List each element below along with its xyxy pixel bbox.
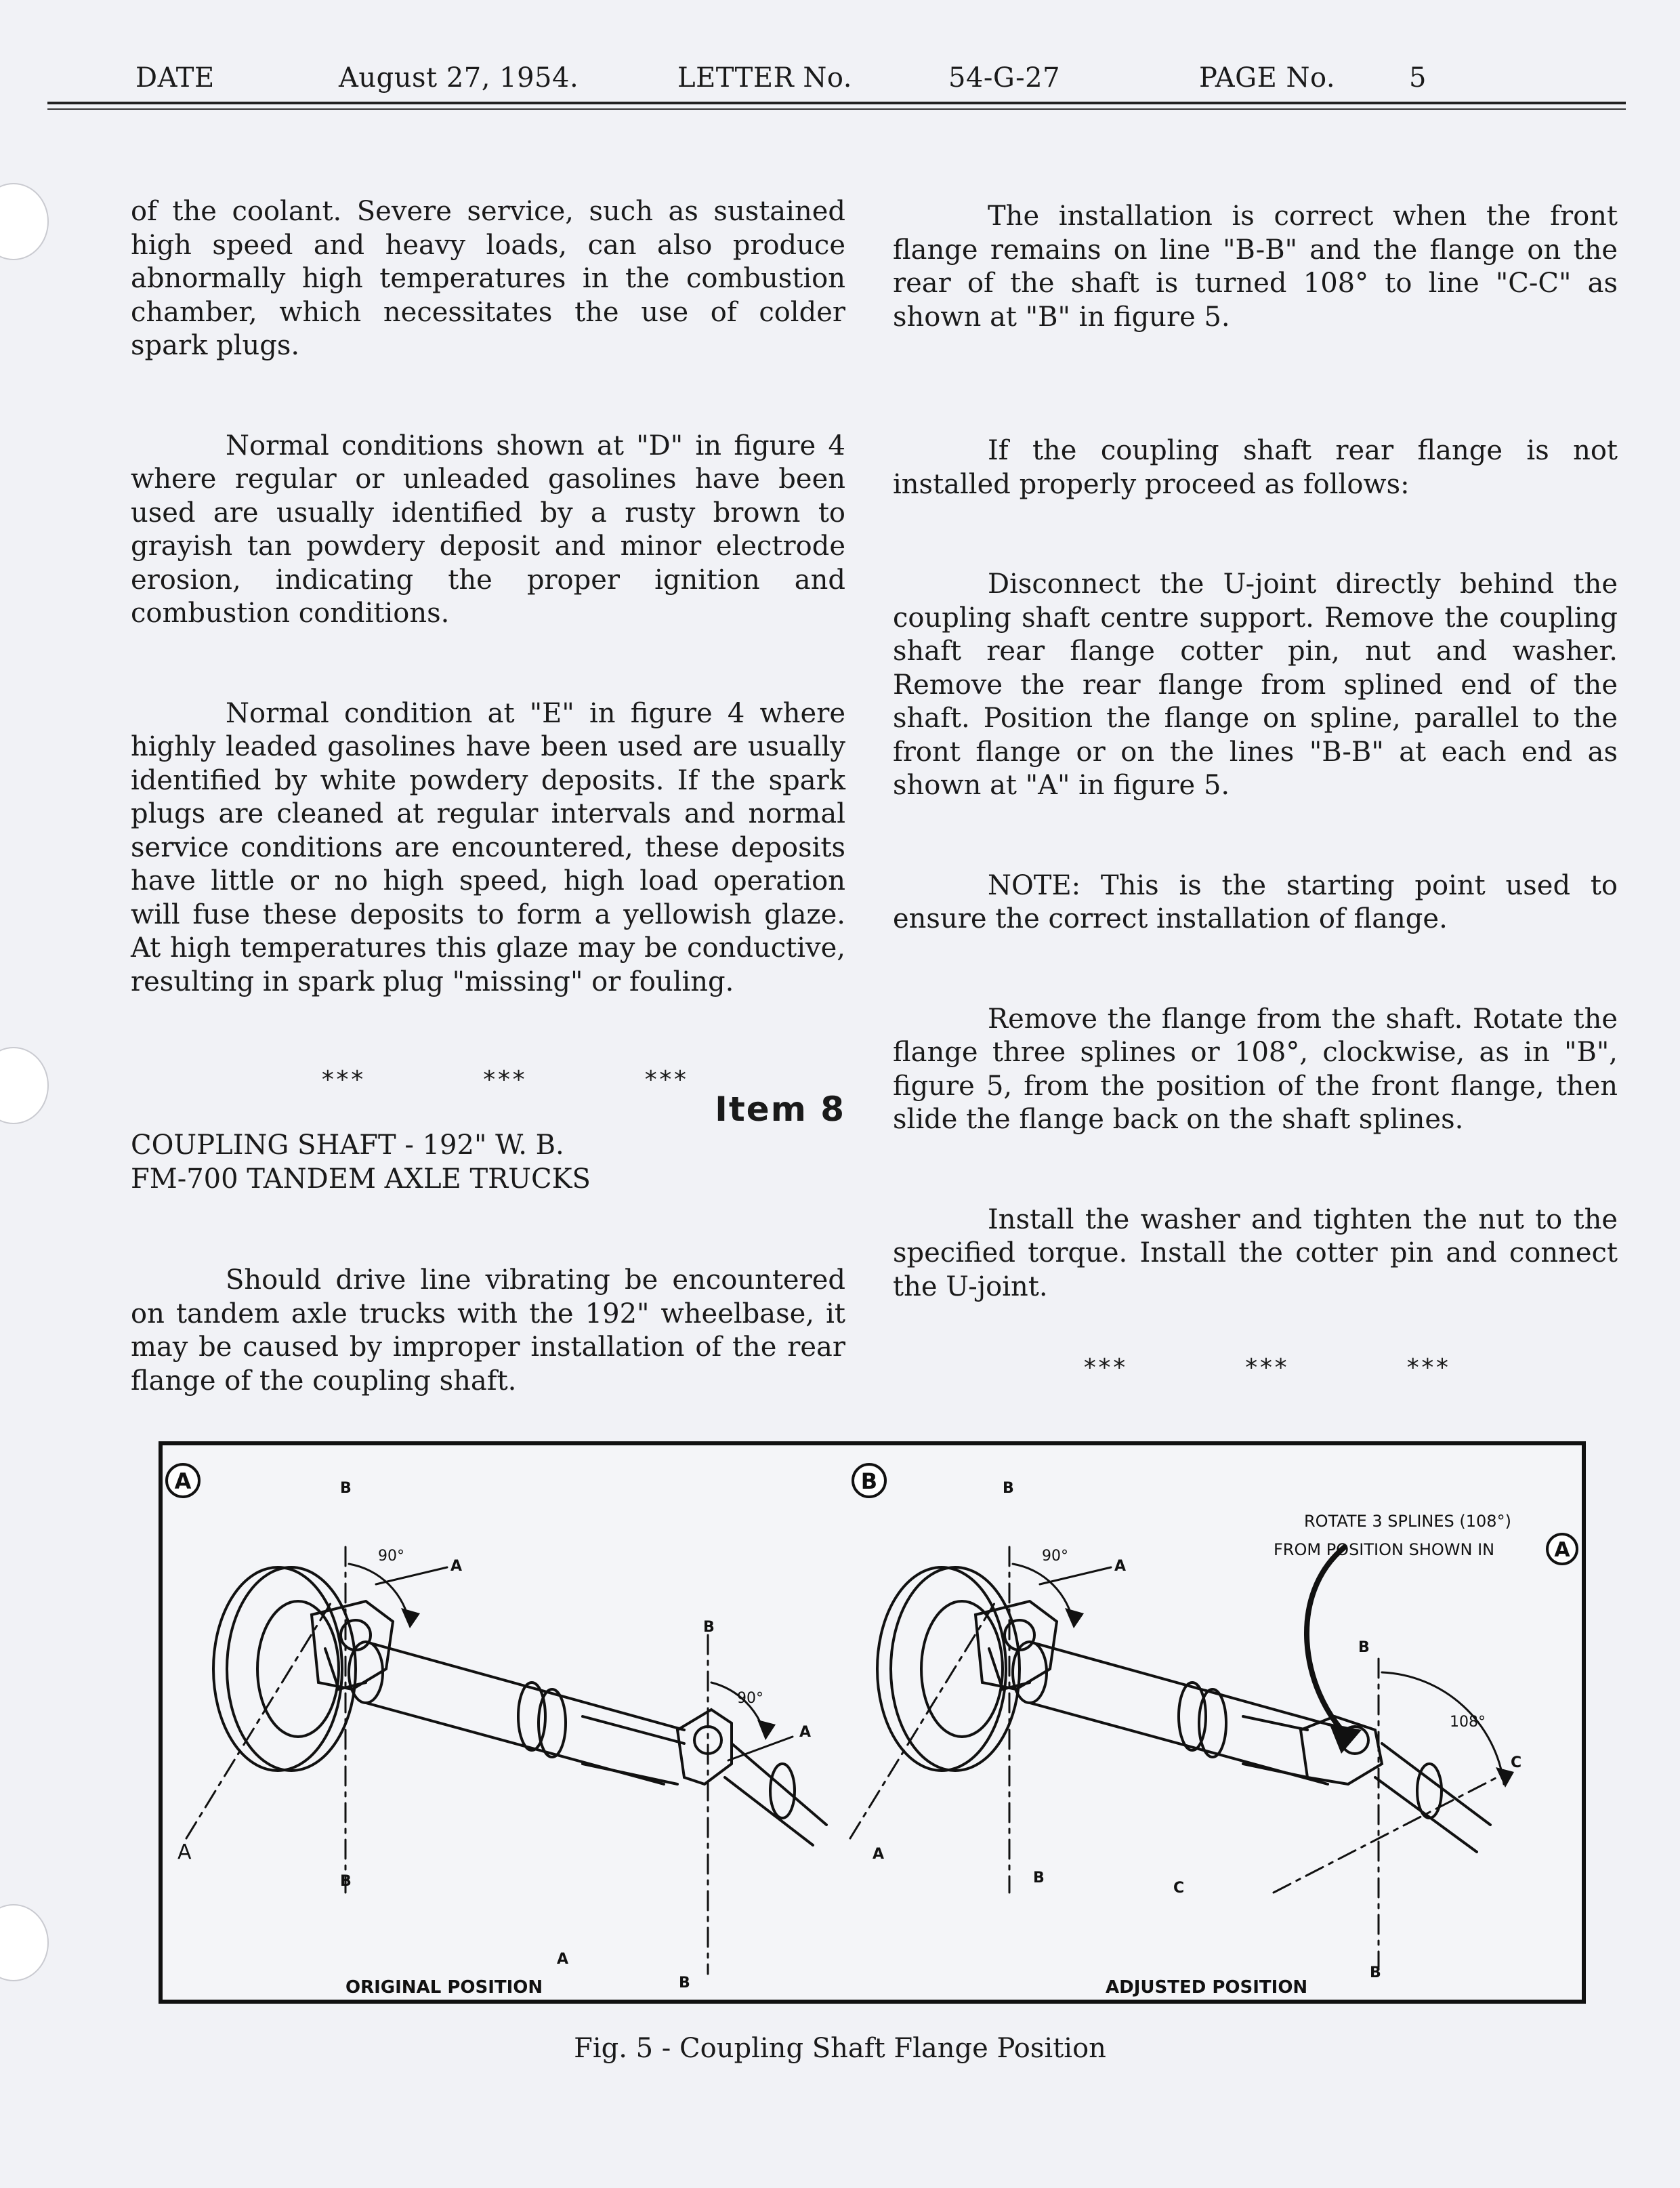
paragraph: Install the washer and tighten the nut to the specified torque. Install the cotter pin and connect the U-joint. <box>893 1203 1618 1302</box>
figure-5-diagram <box>159 1441 1586 2004</box>
date-label: DATE <box>135 62 215 94</box>
paragraph: Remove the flange from the shaft. Rotate the flange three splines or 108°, clockwise, as in "B", figure 5, from the position of the front flange, then slide the flange back on the shaft splines. <box>893 1003 1618 1135</box>
section-separator: *** *** *** <box>320 1066 688 1094</box>
figure-caption: Fig. 5 - Coupling Shaft Flange Position <box>574 2033 1106 2064</box>
label-c: C <box>1173 1880 1185 1897</box>
subtitle-line: COUPLING SHAFT - 192" W. B. <box>131 1130 564 1161</box>
paragraph: of the coolant. Severe service, such as sustained high speed and heavy loads, can also produce abnormally high temperatures in the combustion chamber, which necessitates the use of colder spark plugs. <box>131 196 845 361</box>
label-b: B <box>340 1480 352 1497</box>
angle-label: 90° <box>1042 1548 1068 1565</box>
label-b: B <box>1370 1964 1381 1981</box>
panel-b-title: ADJUSTED POSITION <box>1106 1977 1308 1998</box>
paragraph: Normal condition at "E" in figure 4 where highly leaded gasolines have been used are usually identified by white powdery deposits. If the spark plugs are cleaned at regular intervals and normal service conditions are encountered, these deposits have little or no high speed, high load operation will fuse these deposits to form a yellowish glaze. At high temperatures this glaze may be conductive, resulting in spark plug "missing" or fouling. <box>131 697 845 997</box>
page-label: PAGE No. <box>1199 62 1336 94</box>
angle-label: 90° <box>378 1548 404 1565</box>
date-value: August 27, 1954. <box>339 62 579 94</box>
label-b: B <box>1358 1639 1370 1656</box>
item-heading: Item 8 <box>715 1089 845 1129</box>
label-a: A <box>1114 1558 1127 1575</box>
label-a: A <box>873 1846 885 1863</box>
label-b: B <box>1033 1870 1045 1886</box>
rotation-note-line1: ROTATE 3 SPLINES (108°) <box>1304 1512 1511 1531</box>
paragraph: The installation is correct when the front flange remains on line "B-B" and the flange on the rear of the shaft is turned 108° to line "C-C" as shown at "B" in figure 5. <box>893 201 1618 333</box>
subtitle-line: FM-700 TANDEM AXLE TRUCKS <box>131 1163 591 1195</box>
header-rule-thin <box>47 108 1626 110</box>
label-b: B <box>679 1975 690 1991</box>
section-separator: *** *** *** <box>1083 1354 1450 1382</box>
label-b: B <box>703 1619 715 1636</box>
paragraph: Disconnect the U-joint directly behind the coupling shaft centre support. Remove the coupling shaft rear flange cotter pin, nut and washer. Remove the rear flange from splined end of the shaft. Position the flange on spline, parallel to the front flange or on the lines "B-B" at each end as shown at "A" in figure 5. <box>893 569 1618 801</box>
angle-label: 108° <box>1450 1714 1486 1731</box>
right-column <box>893 200 1618 1385</box>
page-number: 5 <box>1409 62 1427 94</box>
angle-label: 90° <box>737 1690 763 1707</box>
label-b: B <box>1003 1480 1014 1497</box>
punch-hole-top <box>0 183 49 260</box>
letter-number: 54-G-27 <box>948 62 1061 94</box>
panel-b-drawing <box>850 1547 1504 1967</box>
rotation-note-line2: FROM POSITION SHOWN IN <box>1274 1540 1495 1559</box>
paragraph: If the coupling shaft rear flange is not installed properly proceed as follows: <box>893 435 1618 500</box>
note-paragraph: NOTE: This is the starting point used to ensure the correct installation of flange. <box>893 869 1618 934</box>
header-rule <box>47 102 1626 104</box>
punch-hole-bottom <box>0 1904 49 1981</box>
paragraph: Should drive line vibrating be encountered on tandem axle trucks with the 192" wheelbase, it may be caused by improper installation of the rear flange of the coupling shaft. <box>131 1264 845 1397</box>
paragraph: Normal conditions shown at "D" in figure 4 where regular or unleaded gasolines have been used are usually identified by a rusty brown to grayish tan powdery deposit and minor electrode erosion, indicating the proper ignition and combustion conditions. <box>131 430 845 629</box>
coupling-shaft-illustration <box>163 1445 1582 2000</box>
label-a: A <box>557 1951 569 1968</box>
note-badge-label: A <box>1554 1538 1570 1562</box>
panel-a-badge-label: A <box>174 1468 192 1494</box>
letter-label: LETTER No. <box>677 62 852 94</box>
punch-hole-middle <box>0 1047 49 1124</box>
label-a: A <box>450 1558 463 1575</box>
label-a: A <box>177 1840 192 1864</box>
label-a: A <box>799 1724 812 1741</box>
panel-a-title: ORIGINAL POSITION <box>345 1977 543 1998</box>
panel-b-badge-label: B <box>860 1468 878 1494</box>
label-c: C <box>1511 1754 1522 1771</box>
left-column <box>131 195 845 1398</box>
panel-a-drawing <box>186 1547 826 1974</box>
label-b: B <box>340 1873 352 1890</box>
